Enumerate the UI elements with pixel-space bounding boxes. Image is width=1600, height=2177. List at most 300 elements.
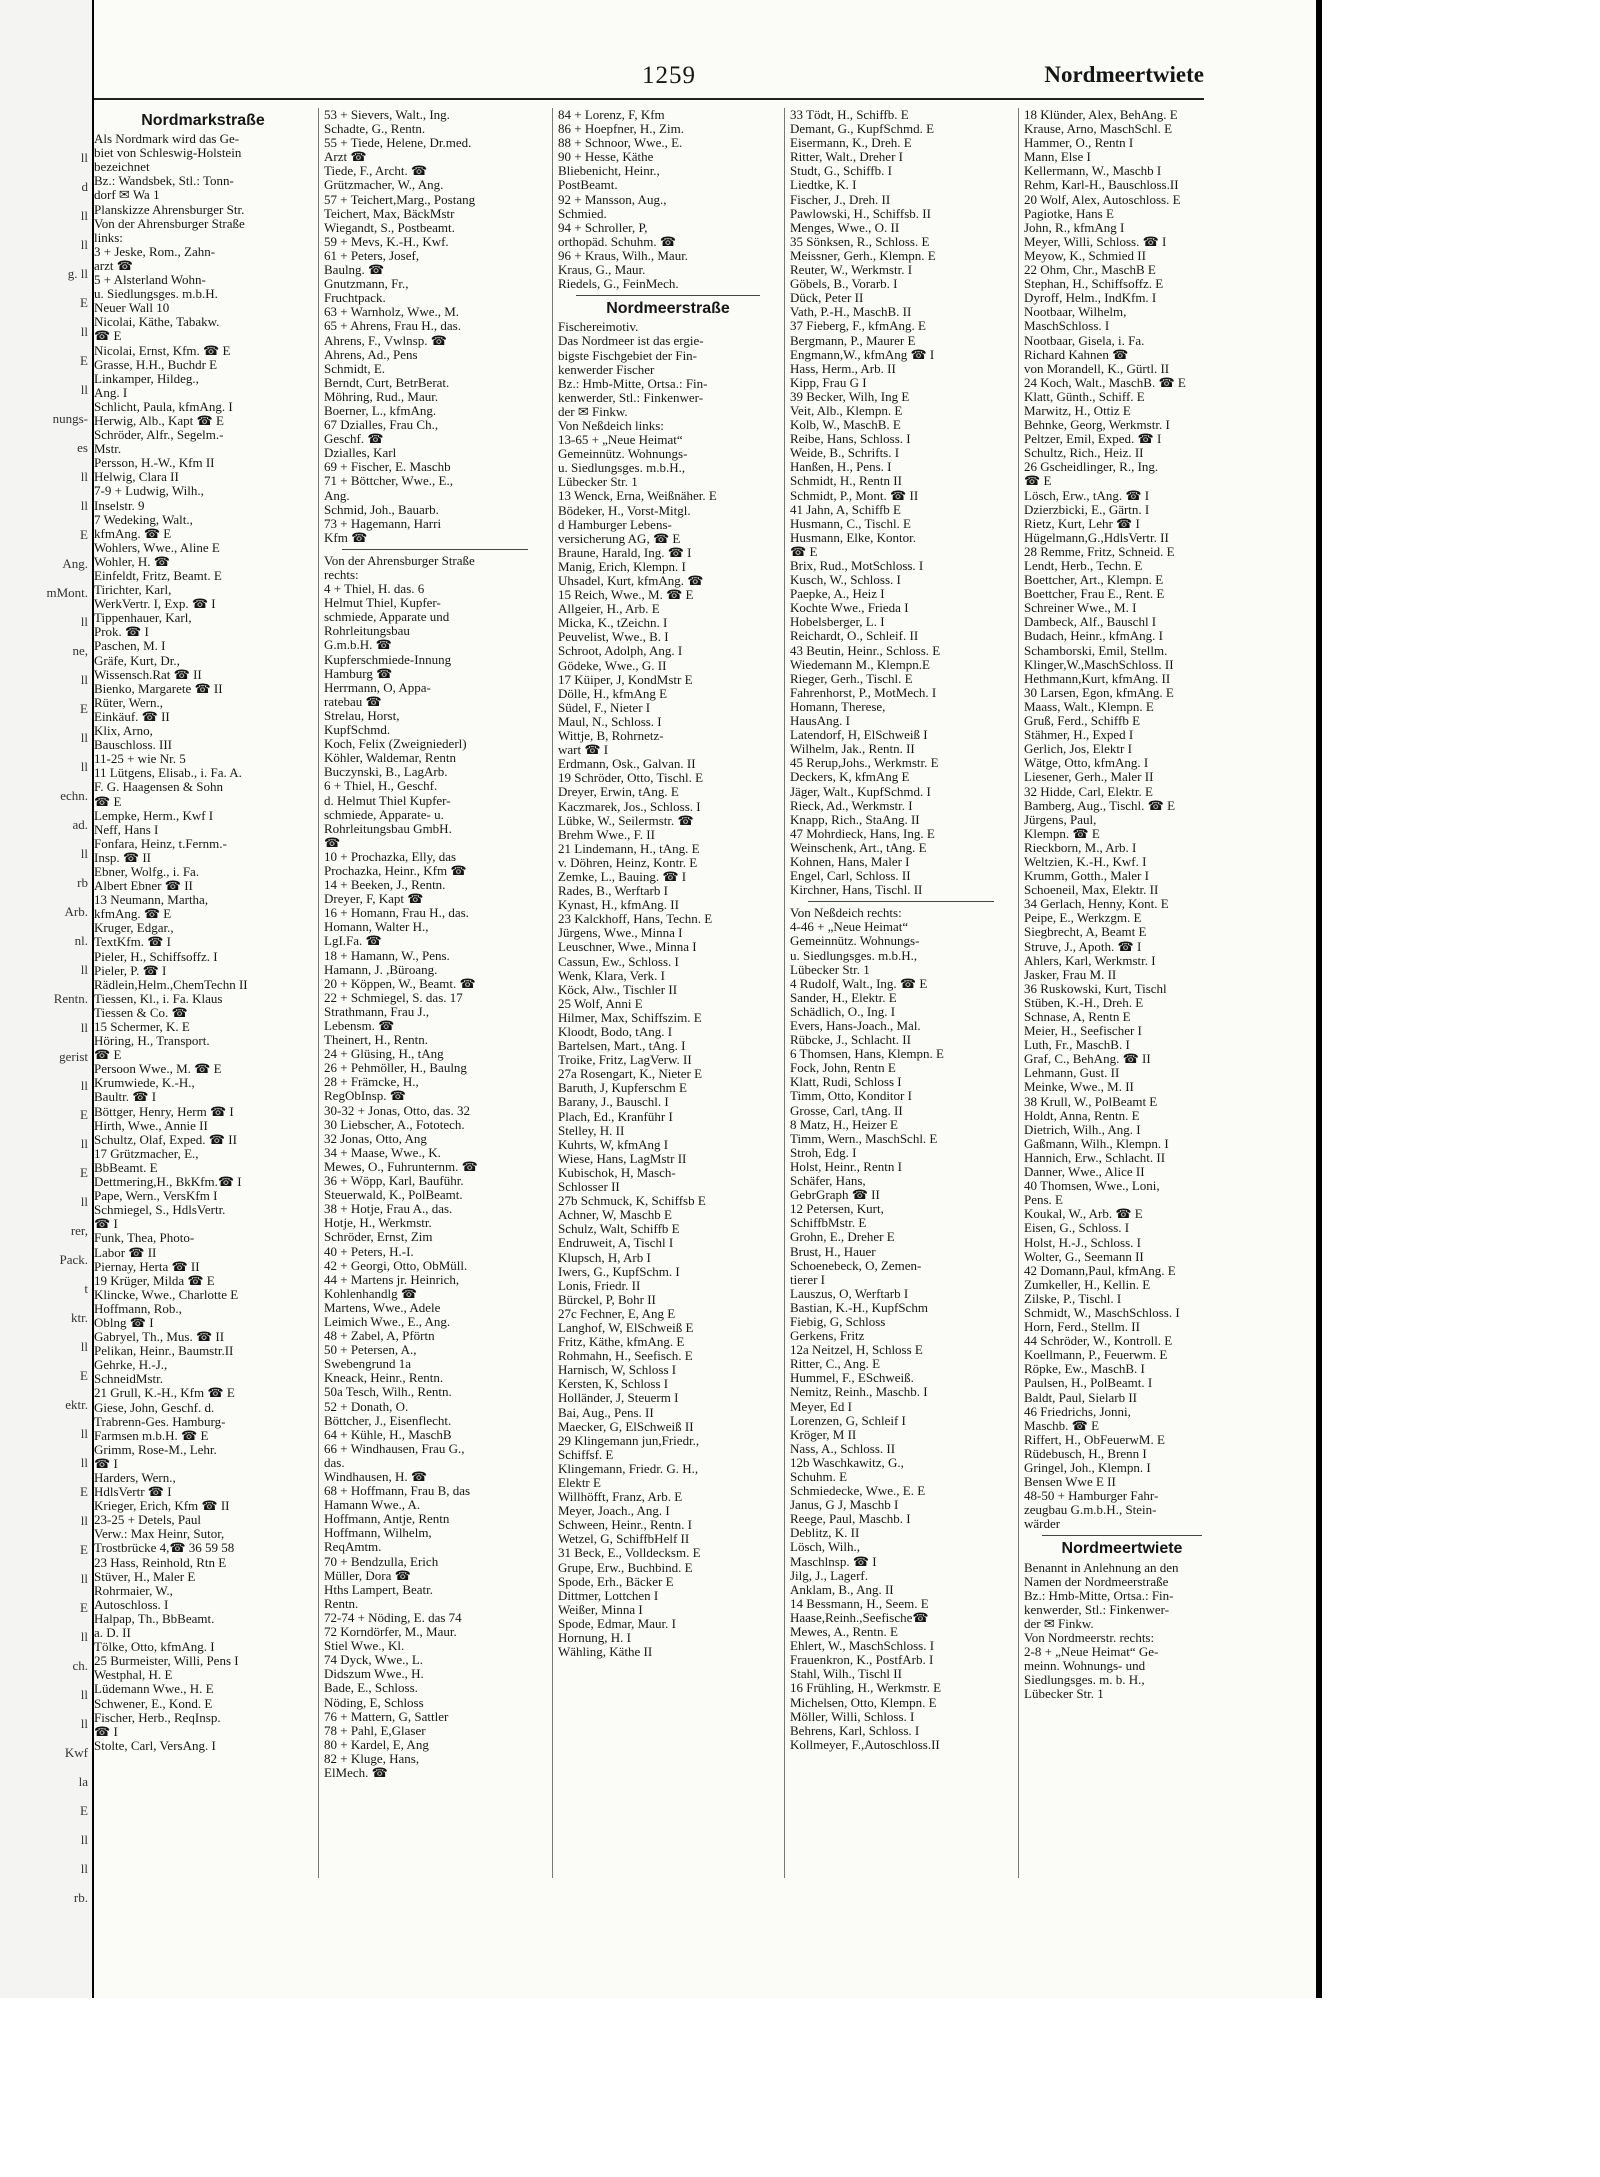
directory-line: Timm, Wern., MaschSchl. E <box>790 1131 938 1146</box>
directory-line: Baruth, J, Kupferschm E <box>558 1081 687 1096</box>
directory-line: u. Siedlungsges. m.b.H., <box>558 461 686 476</box>
directory-line: Bödeker, H., Vorst-Mitgl. <box>558 503 691 518</box>
directory-line: 35 Sönksen, R., Schloss. E <box>790 234 930 249</box>
directory-line: Willhöfft, Franz, Arb. E <box>558 1490 683 1505</box>
directory-line: Nöding, E, Schloss <box>324 1695 424 1710</box>
directory-line: Janus, G J, Maschb I <box>790 1498 899 1513</box>
directory-line: Neuer Wall 10 <box>94 301 170 316</box>
directory-line: wärder <box>1024 1517 1061 1532</box>
directory-line: Rädlein,Helm.,ChemTechn II <box>94 977 248 992</box>
directory-line: Pawlowski, H., Schiffsb. II <box>790 206 931 221</box>
directory-line: Paulsen, H., PolBeamt. I <box>1024 1376 1153 1391</box>
gutter-fragment: ll <box>80 1078 88 1093</box>
directory-line: Lübke, W., Seilermstr. ☎ <box>558 813 694 828</box>
directory-line: Gehrke, H.-J., <box>94 1358 168 1373</box>
directory-line: u. Siedlungsges. m.b.H. <box>94 287 218 302</box>
directory-line: 53 + Sievers, Walt., Ing. <box>324 108 450 122</box>
directory-line: Gerkens, Fritz <box>790 1329 865 1344</box>
directory-line: Hummel, F., ESchweiß. <box>790 1371 914 1386</box>
directory-line: Ang. <box>324 488 350 503</box>
directory-line: Stelley, H. II <box>558 1123 625 1138</box>
directory-line: Dettmering,H., BkKfm.☎ I <box>94 1175 242 1190</box>
directory-line: Homann, Walter H., <box>324 920 429 935</box>
directory-line: Barany, J., Bauschl. I <box>558 1095 669 1110</box>
directory-line: LgI.Fa. ☎ <box>324 934 382 949</box>
directory-line: Paschen, M. I <box>94 639 166 654</box>
directory-line: Cassun, Ew., Schloss. I <box>558 954 679 969</box>
directory-line: Dück, Peter II <box>790 291 864 306</box>
directory-line: Brix, Rud., MotSchloss. I <box>790 559 924 573</box>
directory-line: Herwig, Alb., Kapt ☎ E <box>94 413 224 428</box>
directory-line: 27a Rosengart, K., Nieter E <box>558 1067 703 1082</box>
directory-line: Hannich, Erw., Schlacht. II <box>1024 1150 1166 1165</box>
directory-line: ☎ I <box>94 1217 118 1232</box>
directory-line: Riedels, G., FeinMech. <box>558 277 679 292</box>
directory-line: bigste Fischgebiet der Fin- <box>558 348 698 363</box>
directory-line: Von Neßdeich links: <box>558 418 664 433</box>
directory-line: Klinger,W.,MaschSchloss. II <box>1024 657 1174 672</box>
directory-line: 4 Rudolf, Walt., Ing. ☎ E <box>790 976 928 991</box>
directory-line: rechts: <box>324 568 359 582</box>
directory-line: Weinschenk, Art., tAng. E <box>790 840 927 855</box>
directory-line: Planskizze Ahrensburger Str. <box>94 202 245 217</box>
gutter-fragment: E <box>80 1107 88 1122</box>
directory-line: Knapp, Rich., StaAng. II <box>790 812 920 827</box>
gutter-fragment: Rentn. <box>53 991 88 1006</box>
directory-column-2 <box>324 108 546 1868</box>
directory-line: Meyer, Willi, Schloss. ☎ I <box>1024 234 1167 249</box>
directory-line: Engmann,W., kfmAng ☎ I <box>790 347 935 362</box>
directory-line: Reibe, Hans, Schloss. I <box>790 432 911 447</box>
directory-line: Peltzer, Emil, Exped. ☎ I <box>1024 432 1162 447</box>
directory-line: Horn, Ferd., Stellm. II <box>1024 1320 1140 1335</box>
gutter-fragment: ll <box>80 208 88 223</box>
directory-line: Schröder, Ernst, Zim <box>324 1230 433 1245</box>
directory-line: 29 Klingemann jun,Friedr., <box>558 1433 700 1448</box>
directory-line: 25 Wolf, Anni E <box>558 996 643 1011</box>
gutter-fragment: ll <box>80 1455 88 1470</box>
directory-line: Grohn, E., Dreher E <box>790 1230 895 1245</box>
directory-line: Klempn. ☎ E <box>1024 826 1100 841</box>
directory-line: Gabryel, Th., Mus. ☎ II <box>94 1330 225 1345</box>
directory-line: Krumm, Gotth., Maler I <box>1024 869 1149 884</box>
directory-line: 71 + Böttcher, Wwe., E., <box>324 474 453 489</box>
directory-line: 20 + Köppen, W., Beamt. ☎ <box>324 976 476 991</box>
directory-line: PostBeamt. <box>558 178 618 193</box>
directory-line: 14 + Beeken, J., Rentn. <box>324 878 446 893</box>
directory-line: Fiebig, G, Schloss <box>790 1314 886 1329</box>
directory-line: biet von Schleswig-Holstein <box>94 146 242 161</box>
directory-line: Latendorf, H, ElSchweiß I <box>790 728 928 743</box>
directory-line: Inselstr. 9 <box>94 498 145 513</box>
directory-line: Schoenebeck, O, Zemen- <box>790 1258 922 1273</box>
directory-line: Kusch, W., Schloss. I <box>790 573 901 588</box>
directory-line: Schulz, Walt, Schiffb E <box>558 1222 680 1237</box>
directory-line: Bensen Wwe E II <box>1024 1475 1116 1490</box>
directory-line: Kohnen, Hans, Maler I <box>790 854 910 869</box>
directory-line: Iwers, G., KupfSchm. I <box>558 1264 680 1279</box>
directory-line: Pape, Wern., VersKfm I <box>94 1189 218 1204</box>
directory-line: ☎ E <box>94 794 122 809</box>
directory-line: 48-50 + Hamburger Fahr- <box>1024 1489 1159 1504</box>
directory-line: Schmidt, H., Rentn II <box>790 474 902 489</box>
directory-line: Klupsch, H, Arb I <box>558 1250 651 1265</box>
directory-line: Bade, E., Schloss. <box>324 1681 418 1696</box>
directory-line: Gödeke, Wwe., G. II <box>558 658 667 673</box>
directory-line: ☎ E <box>94 1048 122 1063</box>
directory-line: 70 + Bendzulla, Erich <box>324 1554 439 1569</box>
directory-line: Riffert, H., ObFeuerwM. E <box>1024 1432 1165 1447</box>
directory-line: Studt, G., Schiffb. I <box>790 164 892 179</box>
directory-line: Weltzien, K.-H., Kwf. I <box>1024 854 1147 869</box>
gutter-fragment: ktr. <box>71 1310 88 1325</box>
directory-line: 7-9 + Ludwig, Wilh., <box>94 484 204 499</box>
directory-line: 21 Lindemann, H., tAng. E <box>558 841 700 856</box>
directory-line: Kellermann, W., Maschb I <box>1024 164 1162 179</box>
directory-line: Tiessen, Kl., i. Fa. Klaus <box>94 991 223 1006</box>
directory-line: Böttger, Henry, Herm ☎ I <box>94 1104 234 1119</box>
gutter-fragment: ll <box>80 1339 88 1354</box>
directory-line: 66 + Windhausen, Frau G., <box>324 1441 465 1456</box>
gutter-fragment: Kwf <box>64 1745 88 1760</box>
gutter-fragment: ne, <box>72 643 88 658</box>
directory-line: Rübcke, J., Schlacht. II <box>790 1033 911 1048</box>
directory-line: KupfSchmd. <box>324 723 391 738</box>
directory-line: Arzt ☎ <box>324 150 367 165</box>
directory-line: a. D. II <box>94 1626 131 1641</box>
directory-line: 26 + Pehmöller, H., Baulng <box>324 1061 467 1076</box>
gutter-fragment: ll <box>80 382 88 397</box>
directory-line: Dreyer, F, Kapt ☎ <box>324 892 424 907</box>
directory-line: Hoffmann, Antje, Rentn <box>324 1512 450 1527</box>
directory-line: Plach, Ed., Kranführ I <box>558 1109 673 1124</box>
directory-line: Westphal, H. E <box>94 1668 173 1683</box>
directory-line: 3 + Jeske, Rom., Zahn- <box>94 244 216 259</box>
directory-line: Meyer, Ed I <box>790 1399 852 1414</box>
directory-line: Maschb. ☎ E <box>1024 1418 1100 1433</box>
directory-line: 16 + Homann, Frau H., das. <box>324 906 469 921</box>
directory-line: Funk, Thea, Photo- <box>94 1231 195 1246</box>
gutter-fragment: rer, <box>70 1223 88 1238</box>
directory-line: Lübecker Str. 1 <box>558 475 638 490</box>
gutter-fragment: ll <box>80 672 88 687</box>
directory-line: Müller, Dora ☎ <box>324 1568 411 1583</box>
directory-line: Tirichter, Karl, <box>94 583 172 598</box>
gutter-fragment: ll <box>80 1136 88 1151</box>
directory-line: Bienko, Margarete ☎ II <box>94 681 223 696</box>
directory-line: Veit, Alb., Klempn. E <box>790 403 903 418</box>
directory-line: 74 Dyck, Wwe., L. <box>324 1653 424 1668</box>
directory-line: Baulng. ☎ <box>324 263 385 278</box>
directory-line: Trostbrücke 4,☎ 36 59 58 <box>94 1541 235 1556</box>
directory-line: Evers, Hans-Joach., Mal. <box>790 1019 921 1033</box>
directory-line: Wähling, Käthe II <box>558 1645 653 1660</box>
directory-line: Koukal, W., Arb. ☎ E <box>1024 1207 1143 1222</box>
directory-line: Nass, A., Schloss. II <box>790 1441 896 1456</box>
directory-line: Lübecker Str. 1 <box>1024 1687 1104 1702</box>
directory-line: Rohrmaier, W., <box>94 1583 173 1598</box>
directory-line: Lendt, Herb., Techn. E <box>1024 559 1143 573</box>
directory-line: 22 + Schmiegel, S. das. 17 <box>324 990 463 1005</box>
directory-line: Von Nordmeerstr. rechts: <box>1024 1631 1155 1646</box>
directory-line: Einfeldt, Fritz, Beamt. E <box>94 569 222 583</box>
directory-page <box>94 0 1316 1998</box>
directory-line: Möhring, Rud., Maur. <box>324 389 439 404</box>
directory-line: d. Helmut Thiel Kupfer- <box>324 793 451 808</box>
directory-line: Dzialles, Karl <box>324 446 397 461</box>
directory-line: Nicolai, Käthe, Tabakw. <box>94 315 220 330</box>
directory-line: Behrens, Karl, Schloss. I <box>790 1723 920 1738</box>
directory-line: Braune, Harald, Ing. ☎ I <box>558 545 692 560</box>
directory-line: SchiffbMstr. E <box>790 1216 867 1231</box>
directory-line: Boettcher, Frau E., Rent. E <box>1024 587 1165 602</box>
gutter-fragment: ll <box>80 1861 88 1876</box>
directory-line: Swebengrund 1a <box>324 1357 412 1372</box>
directory-line: Steuerwald, K., PolBeamt. <box>324 1188 463 1203</box>
directory-line: Jäger, Walt., KupfSchmd. I <box>790 784 931 799</box>
directory-line: GebrGraph ☎ II <box>790 1188 880 1203</box>
directory-line: Zemke, L., Bauing. ☎ I <box>558 869 687 884</box>
gutter-fragment: ad. <box>72 817 88 832</box>
directory-line: Troike, Fritz, LagVerw. II <box>558 1053 692 1068</box>
directory-line: Mewes, O., Fuhrunternm. ☎ <box>324 1159 478 1174</box>
directory-line: Dzierzbicki, E., Gärtn. I <box>1024 502 1150 517</box>
directory-line: Engel, Carl, Schloss. II <box>790 869 911 884</box>
directory-line: Einkäuf. ☎ II <box>94 709 170 724</box>
directory-line: Manig, Erich, Klempn. I <box>558 559 686 574</box>
directory-line: von Morandell, K., Gürtl. II <box>1024 361 1170 376</box>
directory-line: Schmiegel, S., HdlsVertr. <box>94 1203 226 1218</box>
directory-line: schmiede, Apparate und <box>324 610 450 625</box>
section-rule <box>576 295 760 296</box>
directory-line: 47 Mohrdieck, Hans, Ing. E <box>790 826 935 841</box>
directory-line: Benannt in Anlehnung an den <box>1024 1560 1179 1575</box>
directory-line: Maul, N., Schloss. I <box>558 714 662 729</box>
directory-line: Bürckel, P, Bohr II <box>558 1292 656 1307</box>
directory-line: Fischer, J., Dreh. II <box>790 192 891 207</box>
directory-line: Fischer, Herb., ReqInsp. <box>94 1710 221 1725</box>
directory-line: der ✉ Finkw. <box>558 404 628 419</box>
directory-line: Ang. I <box>94 385 128 400</box>
running-head: Nordmeertwiete <box>1044 62 1204 87</box>
street-heading: Nordmeerstraße <box>606 300 730 318</box>
gutter-fragment: ll <box>80 1513 88 1528</box>
directory-line: 45 Rerup,Johs., Werkmstr. E <box>790 756 939 771</box>
directory-line: Fock, John, Rentn E <box>790 1061 896 1076</box>
directory-line: Krumwiede, K.-H., <box>94 1076 195 1091</box>
directory-line: ElMech. ☎ <box>324 1765 388 1780</box>
directory-line: 34 Gerlach, Henny, Kont. E <box>1024 897 1169 912</box>
directory-line: 40 Thomsen, Wwe., Loni, <box>1024 1179 1160 1194</box>
directory-line: Spode, Edmar, Maur. I <box>558 1616 676 1631</box>
directory-line: Richard Kahnen ☎ <box>1024 347 1129 362</box>
directory-line: ☎ E <box>94 329 122 344</box>
directory-line: Didszum Wwe., H. <box>324 1667 424 1682</box>
directory-line: 4-46 + „Neue Heimat“ <box>790 920 909 935</box>
directory-line: Schmidt, E. <box>324 361 386 376</box>
gutter-fragment: ll <box>80 962 88 977</box>
directory-line: Rehm, Karl-H., Bauschloss.II <box>1024 178 1179 193</box>
directory-line: v. Döhren, Heinz, Kontr. E <box>558 855 698 870</box>
directory-line: Lösch, Wilh., <box>790 1540 861 1555</box>
directory-line: Kneack, Heinr., Rentn. <box>324 1371 444 1386</box>
directory-line: Rieckborn, M., Arb. I <box>1024 840 1137 855</box>
directory-line: Ritter, C., Ang. E <box>790 1357 881 1372</box>
directory-line: Hoffmann, Rob., <box>94 1301 182 1316</box>
directory-line: Mewes, A., Rentn. E <box>790 1625 898 1640</box>
directory-line: Gruß, Ferd., Schiffb E <box>1024 714 1141 729</box>
directory-line: Schamborski, Emil, Stellm. <box>1024 643 1168 658</box>
directory-line: Behnke, Georg, Werkmstr. I <box>1024 418 1170 433</box>
directory-line: Schnase, A, Rentn E <box>1024 1010 1131 1024</box>
gutter-fragment: gerist <box>59 1049 88 1064</box>
directory-line: Bz.: Hmb-Mitte, Ortsa.: Fin- <box>1024 1588 1174 1603</box>
directory-line: Bz.: Hmb-Mitte, Ortsa.: Fin- <box>558 376 708 391</box>
directory-line: 12b Waschkawitz, G., <box>790 1455 904 1470</box>
directory-line: Rohrleitungsbau <box>324 624 410 639</box>
gutter-fragment: echn. <box>60 788 88 803</box>
directory-line: kenwerder, Stl.: Finkenwer- <box>1024 1602 1170 1617</box>
directory-line: Neff, Hans I <box>94 822 159 837</box>
directory-line: 94 + Schroller, P, <box>558 220 648 235</box>
directory-line: links: <box>94 230 123 245</box>
directory-line: Von der Ahrensburger Straße <box>324 553 475 568</box>
directory-line: Persson, H.-W., Kfm II <box>94 456 215 471</box>
directory-line: 96 + Kraus, Wilh., Maur. <box>558 248 689 263</box>
directory-line: Giese, John, Geschf. d. <box>94 1400 215 1415</box>
directory-line: 19 Krüger, Milda ☎ E <box>94 1273 215 1288</box>
directory-line: Schädlich, O., Ing. I <box>790 1004 896 1019</box>
directory-line: 13 Wenck, Erna, Weißnäher. E <box>558 489 717 504</box>
directory-line: Pieler, P. ☎ I <box>94 963 167 978</box>
directory-line: Bliebenicht, Heinr., <box>558 164 660 179</box>
directory-line: Deblitz, K. II <box>790 1526 860 1541</box>
directory-line: Fritz, Käthe, kfmAng. E <box>558 1335 685 1350</box>
directory-line: Bauschloss. III <box>94 738 172 753</box>
column-divider <box>552 108 553 1878</box>
directory-line: Windhausen, H. ☎ <box>324 1470 428 1484</box>
directory-line: Böttcher, J., Eisenflecht. <box>324 1413 452 1428</box>
directory-line: Lösch, Erw., tAng. ☎ I <box>1024 488 1150 503</box>
directory-line: Hammer, O., Rentn I <box>1024 136 1134 151</box>
directory-line: Koch, Felix (Zweigniederl) <box>324 737 467 752</box>
gutter-fragment: ll <box>80 614 88 629</box>
directory-line: Grimm, Rose-M., Lehr. <box>94 1442 217 1457</box>
directory-line: Harnisch, W, Schloss I <box>558 1363 677 1378</box>
directory-line: 59 + Mevs, K.-H., Kwf. <box>324 234 449 249</box>
gutter-fragment: Ang. <box>62 556 88 571</box>
directory-line: Kollmeyer, F.,Autoschloss.II <box>790 1737 940 1752</box>
directory-line: Meier, H., Seefischer I <box>1024 1024 1142 1039</box>
directory-line: 23 Hass, Reinhold, Rtn E <box>94 1555 227 1570</box>
directory-line: Zilske, P., Tischl. I <box>1024 1291 1122 1306</box>
gutter-fragment: ll <box>80 1426 88 1441</box>
gutter-fragment: ll <box>80 1194 88 1209</box>
directory-line: 90 + Hesse, Käthe <box>558 150 654 165</box>
directory-line: Mstr. <box>94 442 122 457</box>
directory-line: ☎ I <box>94 1724 118 1739</box>
directory-line: Schuhm. E <box>790 1470 848 1484</box>
gutter-fragment: ll <box>80 1020 88 1035</box>
directory-line: Weißer, Minna I <box>558 1602 643 1617</box>
directory-line: Haase,Reinh.,Seefische☎ <box>790 1610 929 1625</box>
directory-line: Nemitz, Reinh., Maschb. I <box>790 1385 928 1400</box>
directory-line: Rohrleitungsbau GmbH. <box>324 821 452 836</box>
directory-line: ☎ <box>324 835 341 850</box>
directory-line: Pagiotke, Hans E <box>1024 206 1114 221</box>
directory-line: 42 + Georgi, Otto, ObMüll. <box>324 1258 468 1273</box>
gutter-fragment: la <box>78 1774 88 1789</box>
directory-line: 64 + Kühle, H., MaschB <box>324 1427 452 1442</box>
column-divider <box>1018 108 1019 1878</box>
directory-line: Dietrich, Wilh., Ang. I <box>1024 1122 1141 1137</box>
gutter-fragment: t <box>84 1281 88 1296</box>
directory-line: kenwerder Fischer <box>558 362 655 377</box>
gutter-fragment: ll <box>80 846 88 861</box>
directory-line: zeugbau G.m.b.H., Stein- <box>1024 1503 1157 1518</box>
directory-line: wart ☎ I <box>558 743 609 758</box>
directory-line: 22 Ohm, Chr., MaschB E <box>1024 263 1156 278</box>
gutter-fragment: E <box>80 1165 88 1180</box>
directory-line: Oblng ☎ I <box>94 1315 154 1330</box>
directory-line: Herrmann, O, Appa- <box>324 680 431 695</box>
directory-line: Krause, Arno, MaschSchl. E <box>1024 122 1173 137</box>
directory-line: Struve, J., Apoth. ☎ I <box>1024 939 1142 954</box>
directory-line: Koellmann, P., Feuerwm. E <box>1024 1348 1168 1363</box>
directory-line: Schoeneil, Max, Elektr. II <box>1024 883 1159 898</box>
directory-line: 23 Kalckhoff, Hans, Techn. E <box>558 912 713 927</box>
directory-line: Schmidt, W., MaschSchloss. I <box>1024 1305 1180 1320</box>
directory-line: Wittje, B, Rohrnetz- <box>558 729 664 744</box>
directory-line: Hirth, Wwe., Annie II <box>94 1118 208 1133</box>
directory-line: Ahrens, F., Vwlnsp. ☎ <box>324 333 447 348</box>
gutter-fragment: E <box>80 1484 88 1499</box>
directory-line: Hass, Herm., Arb. II <box>790 361 896 376</box>
directory-line: Erdmann, Osk., Galvan. II <box>558 757 696 772</box>
directory-line: Nootbaar, Wilhelm, <box>1024 305 1127 320</box>
directory-line: Jasker, Frau M. II <box>1024 967 1117 982</box>
directory-line: Theinert, H., Rentn. <box>324 1033 428 1048</box>
directory-line: 40 + Peters, H.-I. <box>324 1244 414 1259</box>
directory-line: 31 Beck, E., Volldecksm. E <box>558 1546 701 1561</box>
directory-line: Jürgens, Paul, <box>1024 812 1097 827</box>
gutter-fragment: ll <box>80 759 88 774</box>
directory-line: 55 + Tiede, Helene, Dr.med. <box>324 136 472 151</box>
directory-line: 69 + Fischer, E. Maschb <box>324 460 451 475</box>
directory-line: 41 Jahn, A, Schiffb E <box>790 502 901 517</box>
directory-line: ReqAmtm. <box>324 1540 382 1555</box>
directory-line: Husmann, C., Tischl. E <box>790 516 911 531</box>
directory-line: 44 Schröder, W., Kontroll. E <box>1024 1334 1173 1349</box>
directory-line: Kruger, Edgar., <box>94 921 174 936</box>
directory-line: Klix, Arno, <box>94 724 153 739</box>
directory-line: Strelau, Horst, <box>324 708 400 723</box>
gutter-fragment: es <box>77 440 88 455</box>
directory-line: Rohmahn, H., Seefisch. E <box>558 1349 693 1364</box>
directory-line: Dölle, H., kfmAng E <box>558 686 668 701</box>
directory-line: Stähmer, H., Exped I <box>1024 728 1134 743</box>
directory-line: Stüver, H., Maler E <box>94 1569 196 1584</box>
directory-line: Rietz, Kurt, Lehr ☎ I <box>1024 516 1140 531</box>
directory-line: Kraus, G., Maur. <box>558 263 646 278</box>
gutter-fragment: E <box>80 527 88 542</box>
directory-line: Namen der Nordmeerstraße <box>1024 1574 1169 1589</box>
directory-line: 42 Domann,Paul, kfmAng. E <box>1024 1263 1176 1278</box>
directory-line: 4 + Thiel, H. das. 6 <box>324 582 425 597</box>
directory-line: SchneidMstr. <box>94 1372 163 1387</box>
directory-line: Göbels, B., Vorarb. I <box>790 277 898 292</box>
directory-line: Homann, Therese, <box>790 699 886 714</box>
